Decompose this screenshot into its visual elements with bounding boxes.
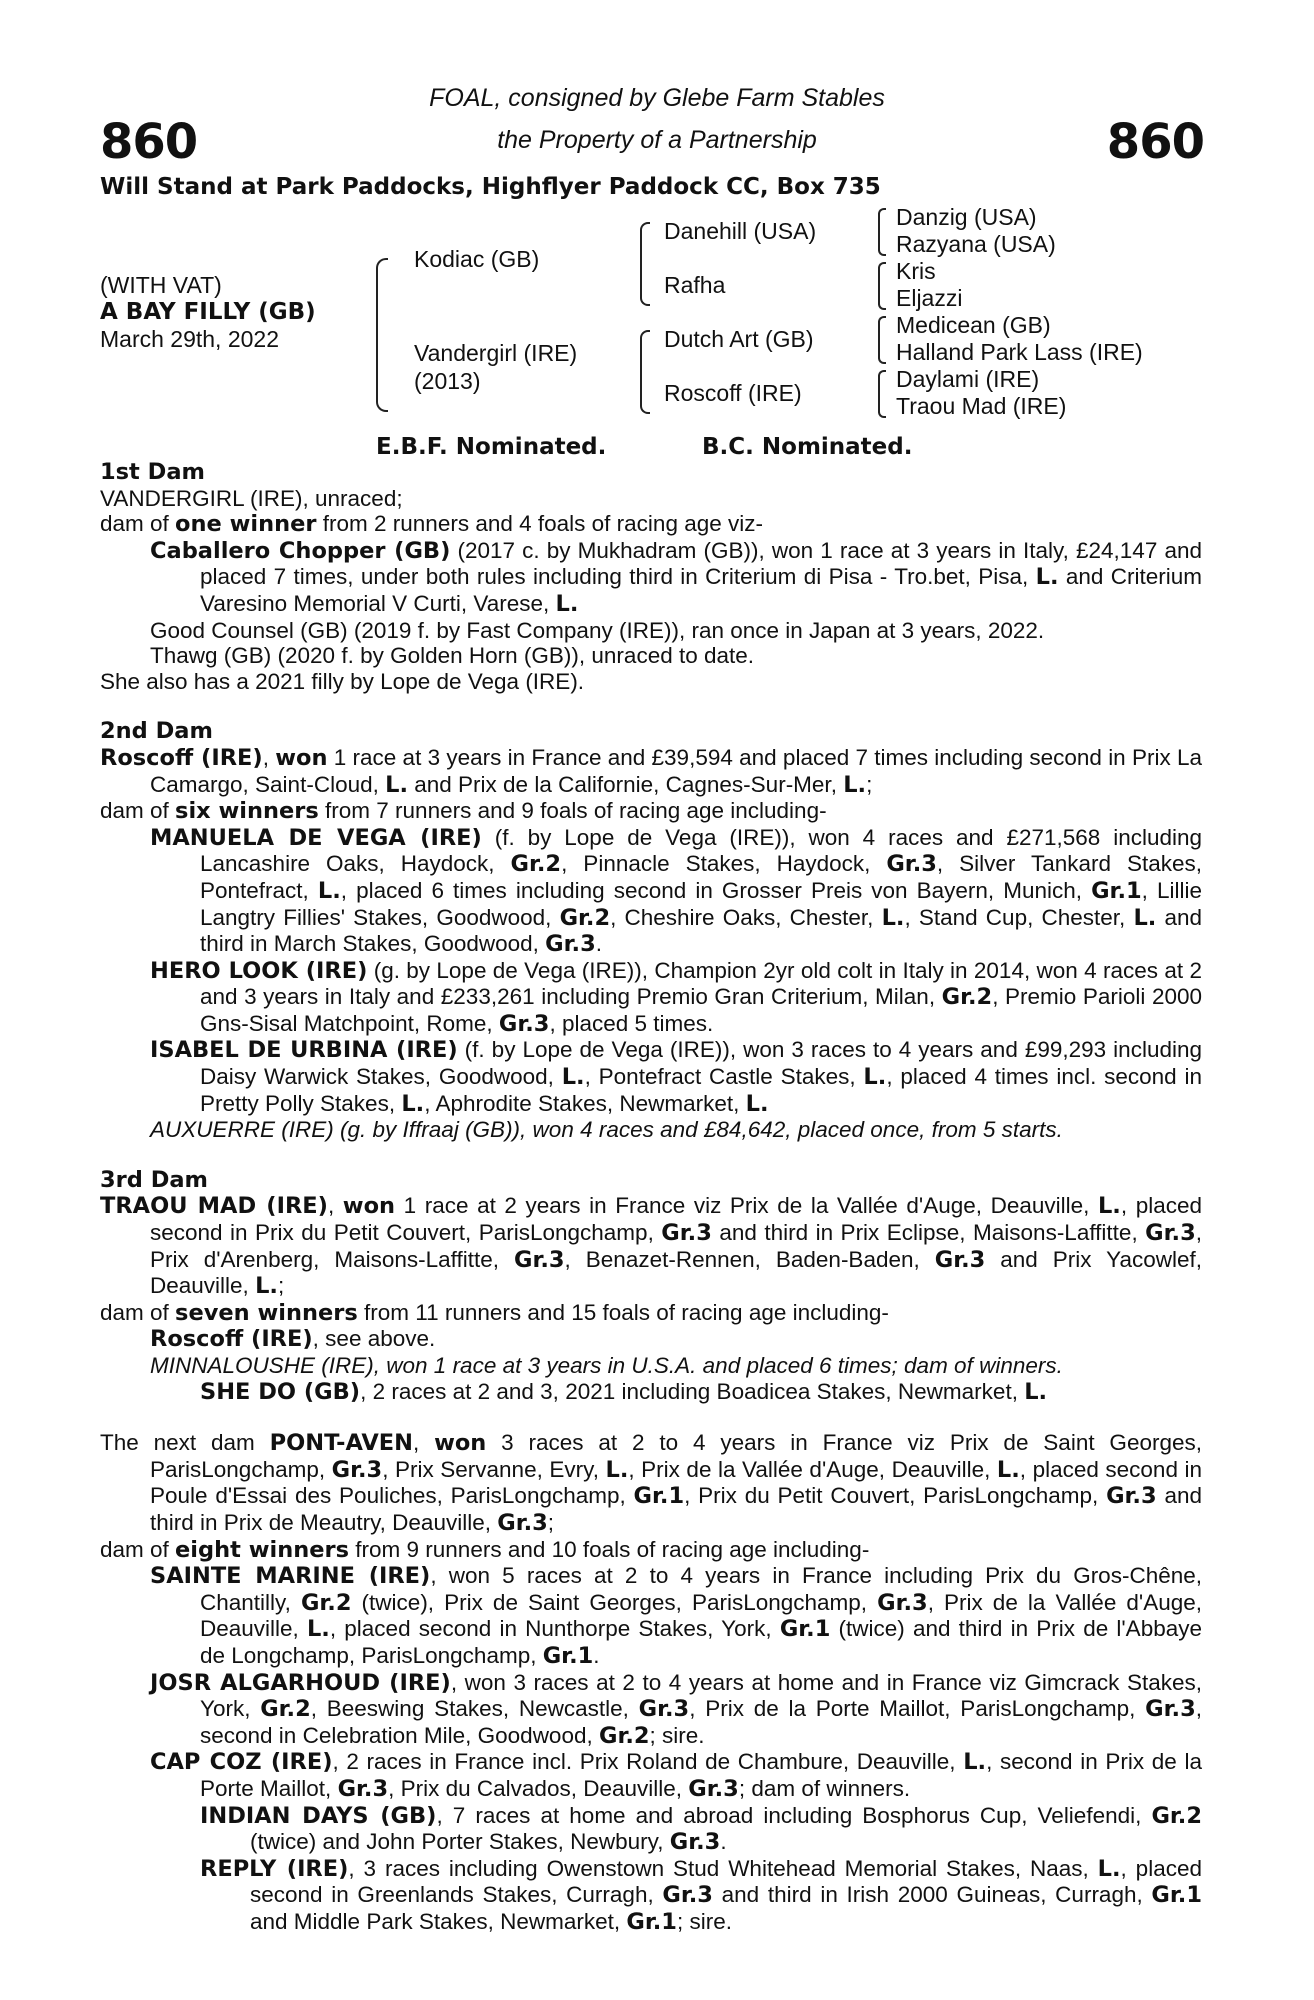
produce-entry: HERO LOOK (IRE) (g. by Lope de Vega (IRE)), Champion 2yr old colt in Italy in 2014, won 4 races at 2 and 3 years in Italy and £233,261 including Premio Gran Criterium, Milan, Gr.2, Premio Parioli 2000 Gns-Sisal Matchpoint, Rome, Gr.3, placed 5 times. bbox=[150, 957, 1202, 1037]
second-dam-record: Roscoff (IRE), won 1 race at 3 years in France and £39,594 and placed 7 times including second in Prix La Camargo, Saint-Cloud, L. and Prix de la Californie, Cagnes-Sur-Mer, L.; bbox=[100, 744, 1203, 798]
lot-number-right: 860 bbox=[1106, 114, 1204, 170]
dam-name: Vandergirl (IRE) bbox=[414, 340, 578, 366]
gg-ssd: Razyana (USA) bbox=[896, 231, 1056, 257]
sire-dam: Rafha bbox=[664, 272, 726, 298]
first-dam-heading: 1st Dam bbox=[100, 459, 205, 485]
next-dam-produce: dam of eight winners from 9 runners and 10 foals of racing age including- bbox=[100, 1536, 870, 1563]
pedigree-brace-dd bbox=[878, 370, 886, 418]
produce-entry: SHE DO (GB), 2 races at 2 and 3, 2021 including Boadicea Stakes, Newmarket, L. bbox=[200, 1378, 1048, 1405]
produce-entry: REPLY (IRE), 3 races including Owenstown Stud Whitehead Memorial Stakes, Naas, L., placed second in Greenlands Stakes, Curragh, Gr.3 and third in Irish 2000 Guineas, Curragh, Gr.1 and Middle Park Stakes, Newmarket, Gr.1; sire. bbox=[200, 1855, 1202, 1935]
first-dam-note: She also has a 2021 filly by Lope de Vega (IRE). bbox=[100, 668, 585, 694]
gg-ddd: Traou Mad (IRE) bbox=[896, 393, 1067, 419]
third-dam-heading: 3rd Dam bbox=[100, 1166, 208, 1193]
pedigree-brace-sire bbox=[640, 222, 650, 306]
sire-sire: Danehill (USA) bbox=[664, 218, 817, 244]
lot-number-left: 860 bbox=[100, 114, 198, 170]
produce-entry: ISABEL DE URBINA (IRE) (f. by Lope de Vega (IRE)), won 3 races to 4 years and £99,293 including Daisy Warwick Stakes, Goodwood, L., Pontefract Castle Stakes, L., placed 4 times incl. second in Pretty Polly Stakes, L., Aphrodite Stakes, Newmarket, L. bbox=[150, 1037, 1202, 1117]
first-dam-produce: dam of one winner from 2 runners and 4 foals of racing age viz- bbox=[100, 511, 763, 538]
third-dam-produce: dam of seven winners from 11 runners and 15 foals of racing age including- bbox=[100, 1299, 889, 1326]
catalogue-body bbox=[100, 460, 1202, 1935]
produce-entry: SAINTE MARINE (IRE), won 5 races at 2 to 4 years in France including Prix du Gros-Chêne, Chantilly, Gr.2 (twice), Prix de Saint Georges, ParisLongchamp, Gr.3, Prix de la Vallée d'Auge, Deauville, L., placed second in Nunthorpe Stakes, York, Gr.1 (twice) and third in Prix de l'Abbaye de Longchamp, ParisLongchamp, Gr.1. bbox=[150, 1563, 1203, 1669]
pedigree-brace-ss bbox=[878, 208, 886, 256]
produce-entry: Roscoff (IRE), see above. bbox=[150, 1326, 436, 1353]
produce-entry: Caballero Chopper (GB) (2017 c. by Mukhadram (GB)), won 1 race at 3 years in Italy, £24,147 and placed 7 times, under both rules including third in Criterium di Pisa - Tro.bet, Pisa, L. and Criterium Varesino Memorial V Curti, Varese, L. bbox=[150, 537, 1202, 617]
produce-entry: CAP COZ (IRE), 2 races in France incl. Prix Roland de Chambure, Deauville, L., second in Prix de la Porte Maillot, Gr.3, Prix du Calvados, Deauville, Gr.3; dam of winners. bbox=[150, 1749, 1202, 1802]
gg-sds: Kris bbox=[896, 258, 936, 284]
produce-entry: Thawg (GB) (2020 f. by Golden Horn (GB)), unraced to date. bbox=[150, 643, 755, 669]
gg-dss: Medicean (GB) bbox=[896, 312, 1051, 338]
dam-sire: Dutch Art (GB) bbox=[664, 326, 814, 352]
second-dam-produce: dam of six winners from 7 runners and 9 foals of racing age including- bbox=[100, 798, 827, 825]
gg-dsd: Halland Park Lass (IRE) bbox=[896, 339, 1143, 365]
pedigree-brace-dam bbox=[640, 330, 650, 414]
bc-nomination: B.C. Nominated. bbox=[702, 434, 913, 460]
first-dam-line: VANDERGIRL (IRE), unraced; bbox=[100, 485, 403, 511]
pedigree-brace-ds bbox=[878, 316, 886, 364]
second-dam-heading: 2nd Dam bbox=[100, 718, 213, 745]
pedigree-brace-sd bbox=[878, 262, 886, 310]
produce-entry: JOSR ALGARHOUD (IRE), won 3 races at 2 to 4 years at home and in France viz Gimcrack Stakes, York, Gr.2, Beeswing Stakes, Newcastle, Gr.3, Prix de la Porte Maillot, ParisLongchamp, Gr.3, second in Celebration Mile, Goodwood, Gr.2; sire. bbox=[150, 1669, 1202, 1749]
gg-sdd: Eljazzi bbox=[896, 285, 963, 311]
next-dam-record: The next dam PONT-AVEN, won 3 races at 2 to 4 years in France viz Prix de Saint Georges, ParisLongchamp, Gr.3, Prix Servanne, Evry, L., Prix de la Vallée d'Auge, Deauville, L., placed second in Poule d'Essai des Pouliches, ParisLongchamp, Gr.1, Prix du Petit Couvert, ParisLongchamp, Gr.3 and third in Prix de Meautry, Deauville, Gr.3; bbox=[100, 1430, 1203, 1536]
dam-dam: Roscoff (IRE) bbox=[664, 380, 802, 406]
third-dam-record: TRAOU MAD (IRE), won 1 race at 2 years in France viz Prix de la Vallée d'Auge, Deauville, L., placed second in Prix du Petit Couvert, ParisLongchamp, Gr.3 and third in Prix Eclipse, Maisons-Laffitte, Gr.3, Prix d'Arenberg, Maisons-Laffitte, Gr.3, Benazet-Rennen, Baden-Baden, Gr.3 and Prix Yacowlef, Deauville, L.; bbox=[100, 1193, 1202, 1300]
foaling-date: March 29th, 2022 bbox=[100, 326, 280, 352]
lot-title: A BAY FILLY (GB) bbox=[100, 299, 316, 325]
produce-entry: MANUELA DE VEGA (IRE) (f. by Lope de Vega (IRE)), won 4 races and £271,568 including Lancashire Oaks, Haydock, Gr.2, Pinnacle Stakes, Haydock, Gr.3, Silver Tankard Stakes, Pontefract, L., placed 6 times including second in Grosser Preis von Bayern, Munich, Gr.1, Lillie Langtry Fillies' Stakes, Goodwood, Gr.2, Cheshire Oaks, Chester, L., Stand Cup, Chester, L. and third in March Stakes, Goodwood, Gr.3. bbox=[150, 824, 1203, 958]
produce-entry: INDIAN DAYS (GB), 7 races at home and abroad including Bosphorus Cup, Veliefendi, Gr.2 (twice) and John Porter Stakes, Newbury, Gr.3. bbox=[200, 1802, 1203, 1856]
pedigree-brace-main bbox=[376, 258, 388, 412]
consignor-line: FOAL, consigned by Glebe Farm Stables bbox=[429, 84, 885, 112]
dam-year: (2013) bbox=[414, 368, 481, 394]
property-line: the Property of a Partnership bbox=[497, 126, 817, 154]
produce-entry: MINNALOUSHE (IRE), won 1 race at 3 years in U.S.A. and placed 6 times; dam of winners. bbox=[150, 1353, 1063, 1378]
sire-name: Kodiac (GB) bbox=[414, 246, 540, 272]
vat-note: (WITH VAT) bbox=[100, 272, 222, 298]
gg-sss: Danzig (USA) bbox=[896, 204, 1037, 230]
gg-dds: Daylami (IRE) bbox=[896, 366, 1040, 392]
stand-location: Will Stand at Park Paddocks, Highflyer Paddock CC, Box 735 bbox=[100, 174, 881, 200]
ebf-nomination: E.B.F. Nominated. bbox=[376, 434, 607, 460]
produce-entry: Good Counsel (GB) (2019 f. by Fast Company (IRE)), ran once in Japan at 3 years, 2022. bbox=[150, 617, 1045, 643]
produce-entry: AUXUERRE (IRE) (g. by Iffraaj (GB)), won 4 races and £84,642, placed once, from 5 starts. bbox=[150, 1117, 1063, 1143]
